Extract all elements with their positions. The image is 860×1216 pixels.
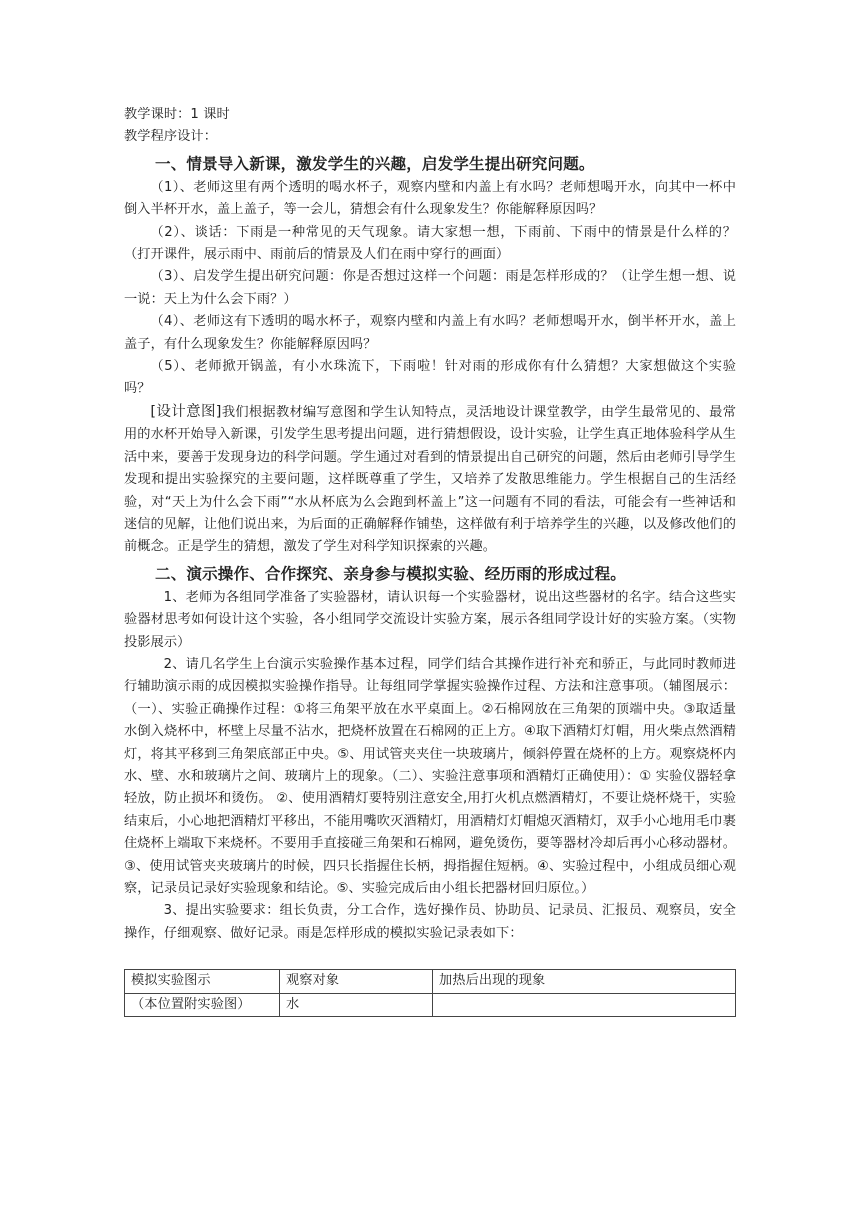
table-header-cell: 观察对象 — [280, 970, 433, 993]
design-intent-tag: [设计意图] — [150, 403, 222, 420]
section-1-paragraph-2: （2）、谈话：下雨是一种常见的天气现象。请大家想一想，下雨前、下雨中的情景是什么样的？（打开课件，展示雨中、雨前后的情景及人们在雨中穿行的画面） — [124, 224, 736, 263]
section-2-paragraph-1: 1、老师为各组同学准备了实验器材，请认识每一个实验器材，说出这些器材的名字。结合这些实验器材思考如何设计这个实验，各小组同学交流设计实验方案，展示各组同学设计好的实验方案。（实物投影展示） — [124, 589, 736, 650]
section-2-paragraph-2: 2、请几名学生上台演示实验操作基本过程，同学们结合其操作进行补充和骄正，与此同时教师进行辅助演示雨的成因模拟实验操作指导。让每组同学掌握实验操作过程、方法和注意事项。（辅图展示：（一）、实验正确操作过程：①将三角架平放在水平桌面上。②石棉网放在三角架的顶端中央。③取适量水倒入烧杯中，杯壁上尽量不沾水，把烧杯放置在石棉网的正上方。④取下酒精灯灯帽，用火柴点然酒精灯，将其平移到三角架底部正中央。⑤、用试管夹夹住一块玻璃片，倾斜停置在烧杯的上方。观察烧杯内水、壁、水和玻璃片之间、玻璃片上的现象。（二）、实验注意事项和酒精灯正确使用）：① 实验仪器轻拿轻放，防止损坏和烫伤。 ②、使用酒精灯要特别注意安全,用打火机点燃酒精灯，不要让烧杯烧干，实验结束后，小心地把酒精灯平移出，不能用嘴吹灭酒精灯，用酒精灯灯帽熄灭酒精灯，双手小心地用毛巾裹住烧杯上端取下来烧杯。不要用手直接碰三角架和石棉网，避免烫伤，要等器材冷却后再小心移动器材。 ③、使用试管夹夹玻璃片的时候，四只长指握住长柄，拇指握住短柄。④、实验过程中，小组成员细心观察，记录员记录好实验现象和结论。⑤、实验完成后由小组长把器材回归原位。） — [124, 656, 736, 896]
design-intent-text: 我们根据教材编写意图和学生认知特点，灵活地设计课堂教学，由学生最常见的、最常用的水杯开始导入新课，引发学生思考提出问题，进行猜想假设，设计实验，让学生真正地体验科学从生活中来，要善于发现身边的科学问题。学生通过对看到的情景提出自己研究的问题，然后由老师引导学生发现和提出实验探究的主要问题，这样既尊重了学生，又培养了发散思维能力。学生根据自己的生活经验，对“天上为什么会下雨”“水从杯底为么会跑到杯盖上”这一问题有不同的看法，可能会有一些神话和迷信的见解，让他们说出来，为后面的正确解释作铺垫，这样做有利于培养学生的兴趣，以及修改他们的前概念。正是学生的猜想，激发了学生对科学知识探索的兴趣。 — [124, 404, 736, 555]
document-body — [124, 104, 736, 1017]
table-cell: 水 — [280, 993, 433, 1016]
table-cell: （本位置附实验图） — [125, 993, 280, 1016]
program-design-label: 教学程序设计： — [124, 129, 218, 145]
table-header-cell: 加热后出现的现象 — [433, 970, 736, 993]
section-1-paragraph-4: （4）、老师这有下透明的喝水杯子，观察内壁和内盖上有水吗？老师想喝开水，倒半杯开水，盖上盖子，有什么现象发生？你能解释原因吗？ — [124, 314, 736, 352]
section-1-paragraph-3: （3）、启发学生提出研究问题：你是否想过这样一个问题：雨是怎样形成的？（让学生想一想、说一说：天上为什么会下雨？） — [124, 269, 736, 307]
lesson-time: 教学课时：1 课时 — [124, 107, 230, 122]
design-intent-paragraph — [124, 401, 736, 559]
table-header-cell: 模拟实验图示 — [125, 970, 280, 993]
section-2-paragraph-3: 3、提出实验要求：组长负责，分工合作，选好操作员、协助员、记录员、汇报员、观察员，安全操作，仔细观察、做好记录。雨是怎样形成的模拟实验记录表如下： — [124, 903, 736, 941]
section-2-heading: 二、演示操作、合作探究、亲身参与模拟实验、经历雨的形成过程。 — [155, 564, 627, 583]
experiment-record-table — [124, 969, 736, 1017]
table-header-row — [125, 970, 736, 993]
section-1-paragraph-5: （5）、老师掀开锅盖，有小水珠流下，下雨啦！针对雨的形成你有什么猜想？大家想做这个实验吗？ — [124, 359, 736, 397]
section-1-paragraph-1: （1）、老师这里有两个透明的喝水杯子，观察内壁和内盖上有水吗？老师想喝开水，向其中一杯中倒入半杯开水，盖上盖子，等一会儿，猜想会有什么现象发生？你能解释原因吗？ — [124, 179, 736, 218]
table-cell — [433, 993, 736, 1016]
section-1-heading: 一、情景导入新课，激发学生的兴趣，启发学生提出研究问题。 — [155, 154, 595, 173]
table-row — [125, 993, 736, 1016]
